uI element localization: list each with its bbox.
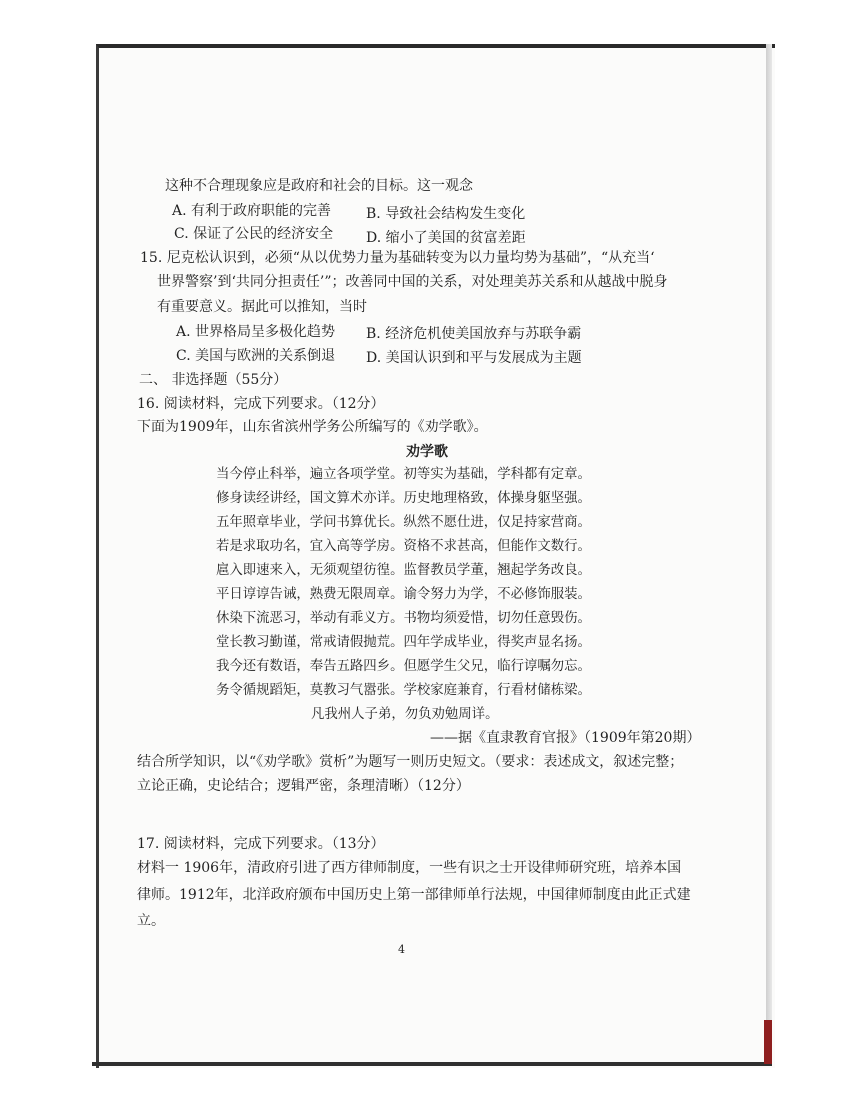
poem-title: 劝学歌 (406, 444, 448, 460)
q16-intro: 下面为1909年，山东省滨州学务公所编写的《劝学歌》。 (137, 419, 488, 435)
poem-line: 堂长教习勤谨，常戒请假抛荒。四年学成毕业，得奖声显名扬。 (216, 635, 591, 650)
q17-material1-line3: 立。 (137, 913, 165, 929)
q15-line1: 15. 尼克松认识到，必须“从以优势力量为基础转变为以力量均势为基础”，“从充当‘ (140, 250, 655, 266)
q15-option-a: A. 世界格局呈多极化趋势 (176, 324, 336, 340)
poem-line: 当今停止科举，遍立各项学堂。初等实为基础，学科都有定章。 (216, 467, 591, 482)
poem-line: 修身读经讲经，国文算术亦详。历史地理格致，体操身躯坚强。 (216, 491, 591, 506)
poem-line: 平日谆谆告诫，熟费无限周章。谕令努力为学，不必修饰服装。 (216, 587, 591, 602)
q14-stem-tail: 这种不合理现象应是政府和社会的目标。这一观念 (165, 178, 473, 194)
q16-task-line1: 结合所学知识，以“《劝学歌》赏析”为题写一则历史短文。（要求：表述成文，叙述完整； (137, 754, 684, 770)
q15-option-d: D. 美国认识到和平与发展成为主题 (366, 350, 582, 366)
paper-bottom-edge (92, 1062, 772, 1066)
red-desk-mark (764, 1020, 772, 1064)
poem-line: 五年照章毕业，学问书算优长。纵然不愿仕进，仅足持家营商。 (216, 515, 591, 530)
poem-source: ——据《直隶教育官报》（1909年第20期） (430, 730, 701, 746)
poem-line: 务令循规蹈矩，莫教习气嚣张。学校家庭兼育，行看材储栋梁。 (216, 683, 591, 698)
q15-line2: 世界警察’到‘共同分担责任’”；改善同中国的关系，对处理美苏关系和从越战中脱身 (157, 274, 668, 290)
q14-option-b: B. 导致社会结构发生变化 (366, 206, 526, 222)
section-heading: 二、 非选择题（55分） (139, 372, 288, 388)
q17-heading: 17. 阅读材料，完成下列要求。（13分） (137, 836, 385, 852)
q15-line3: 有重要意义。据此可以推知，当时 (157, 299, 367, 315)
q17-material1-line2: 律师。1912年，北洋政府颁布中国历史上第一部律师单行法规，中国律师制度由此正式建 (137, 887, 691, 903)
poem-line: 扈入即速来入，无须观望彷徨。监督教员学董，翘起学务改良。 (216, 563, 591, 578)
q14-option-c: C. 保证了公民的经济安全 (174, 226, 334, 242)
q15-option-b: B. 经济危机使美国放弃与苏联争霸 (366, 326, 582, 342)
q17-material1-line1: 材料一 1906年，清政府引进了西方律师制度，一些有识之士开设律师研究班，培养本国 (137, 860, 682, 876)
poem-line: 我今还有数语，奉告五路四乡。但愿学生父兄，临行谆嘱勿忘。 (216, 659, 591, 674)
q16-heading: 16. 阅读材料，完成下列要求。（12分） (137, 396, 385, 412)
q14-option-a: A. 有利于政府职能的完善 (172, 203, 332, 219)
q16-task-line2: 立论正确，史论结合；逻辑严密，条理清晰）（12分） (137, 778, 470, 794)
page-number: 4 (398, 943, 405, 956)
poem-line: 休染下流恶习，举动有乖义方。书物均须爱惜，切勿任意毁伤。 (216, 611, 591, 626)
poem-line: 若是求取功名，宜入高等学房。资格不求甚高，但能作文数行。 (216, 539, 591, 554)
paper-right-edge (766, 44, 772, 1064)
q15-option-c: C. 美国与欧洲的关系倒退 (176, 348, 336, 364)
q14-option-d: D. 缩小了美国的贫富差距 (366, 230, 526, 246)
poem-closing: 凡我州人子弟，勿负劝勉周详。 (311, 707, 499, 722)
